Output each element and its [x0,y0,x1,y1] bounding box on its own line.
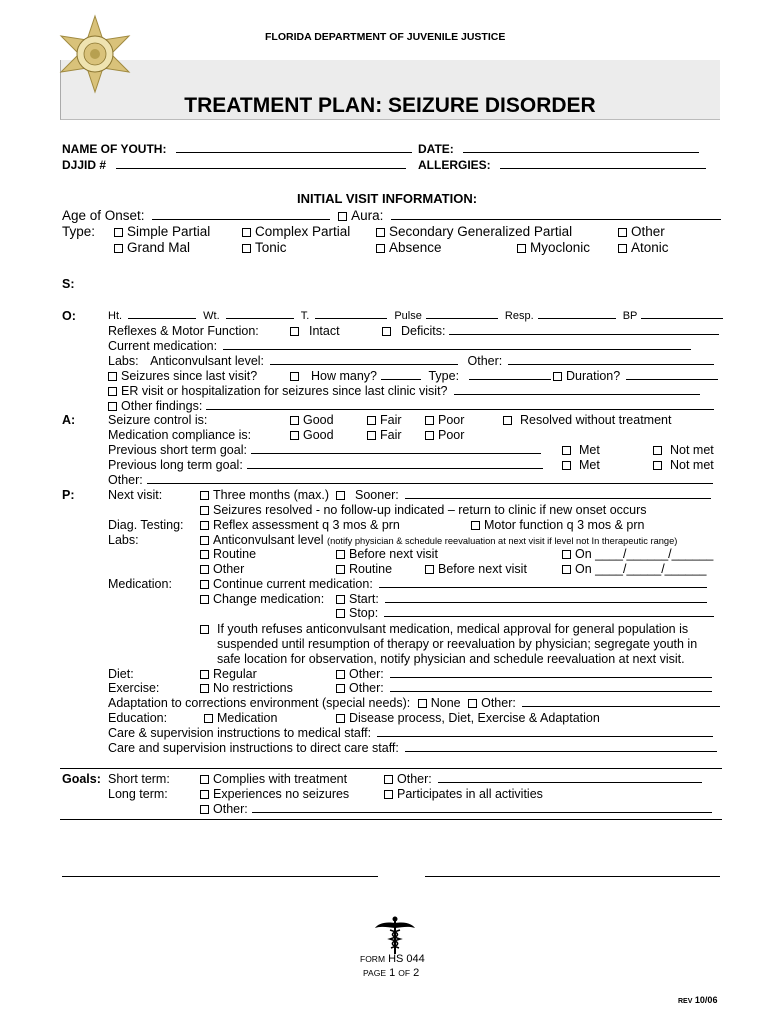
aura-checkbox[interactable] [338,212,347,221]
three-months-label: Three months (max.) [213,488,330,502]
labs-before-next-label: Before next visit [349,547,438,561]
labs-other-field[interactable] [508,355,714,365]
revision [678,995,717,1005]
sooner-option[interactable] [336,488,711,502]
temp-label: T. [300,310,310,322]
motor-function-option[interactable] [471,518,645,532]
secondary-generalized-checkbox[interactable] [376,228,385,237]
compliance-fair[interactable] [367,428,402,442]
compliance-good-label: Good [303,428,334,442]
duration-option[interactable] [553,369,718,383]
bp-field[interactable] [641,309,723,319]
deficits-field[interactable] [449,325,719,335]
control-good[interactable] [290,413,334,427]
secondary-generalized-label: Secondary Generalized Partial [389,224,573,239]
labs-on-label: On [575,547,592,561]
labs-other-on-date[interactable]: ____/_____/______ [595,562,707,576]
other-findings-checkbox[interactable] [108,402,117,411]
complex-partial-label: Complex Partial [255,224,351,239]
labs-routine-checkbox[interactable] [200,550,209,559]
short-goal-row [108,443,541,457]
diet-regular-option[interactable] [200,667,257,681]
type-secondary-generalized[interactable] [376,224,572,239]
compliance-label: Medication compliance is: [108,428,252,442]
edu-disease-option[interactable] [336,711,600,725]
long-goal-met[interactable] [562,458,600,472]
care-direct-label: Care and supervision instructions to direct care staff: [108,741,399,755]
diet-regular-label: Regular [213,667,257,681]
type-absence[interactable] [376,240,442,255]
labs-on-date[interactable]: ____/______/______ [595,547,714,561]
page-total: 2 [413,967,420,979]
exercise-other-option[interactable] [336,681,712,695]
anticonvulsant-checkbox[interactable] [200,536,209,545]
stop-label: Stop: [349,606,379,620]
continue-med-option[interactable] [200,577,707,591]
refuse-line-3: safe location for observation, notify physician and schedule reevaluation at next visit. [217,652,685,666]
adaptation-none-label: None [430,696,461,710]
form-num: HS 044 [388,953,425,965]
type-label: Type: [62,224,96,239]
reflexes-label: Reflexes & Motor Function: [108,324,259,338]
labs-other-before-next-checkbox[interactable] [425,565,434,574]
exercise-other-field[interactable] [390,682,712,692]
other-findings-field[interactable] [206,400,714,410]
allergies-row [418,158,706,172]
long-goal-row [108,458,543,472]
grand-mal-checkbox[interactable] [114,244,123,253]
er-visit-field[interactable] [454,385,700,395]
refuse-checkbox[interactable] [200,625,209,634]
short-not-met-label: Not met [670,443,714,457]
allergies-label: ALLERGIES: [418,158,491,172]
start-checkbox[interactable] [336,595,345,604]
duration-field[interactable] [626,370,718,380]
compliance-fair-checkbox[interactable] [367,431,376,440]
long-other-label: Other: [213,802,248,816]
change-med-label: Change medication: [213,592,325,606]
soap-s: S: [62,277,75,291]
date-field[interactable] [463,143,699,153]
type-grand-mal[interactable] [114,240,190,255]
labs-other-on-option[interactable] [562,562,706,576]
change-med-checkbox[interactable] [200,595,209,604]
vitals-row [108,309,723,322]
long-met-label: Met [579,458,600,472]
labs-before-next-checkbox[interactable] [336,550,345,559]
sooner-field[interactable] [405,489,711,499]
labs-other-routine-label: Routine [349,562,393,576]
seizures-resolved-checkbox[interactable] [200,506,209,515]
short-term-label: Short term: [108,772,170,786]
short-goal-field[interactable] [251,444,541,454]
labs-before-next-option[interactable] [336,547,438,561]
no-restrictions-option[interactable] [200,681,293,695]
short-goal-label: Previous short term goal: [108,443,247,457]
diet-label: Diet: [108,667,134,681]
labs-other-checkbox[interactable] [200,565,209,574]
no-seizures-label: Experiences no seizures [213,787,350,801]
diet-other-label: Other: [349,667,384,681]
labs-routine-label: Routine [213,547,257,561]
er-visit-option[interactable] [108,384,700,398]
edu-medication-label: Medication [217,711,278,725]
type-simple-partial[interactable] [114,224,210,239]
care-medical-field[interactable] [377,727,713,737]
exercise-label: Exercise: [108,681,160,695]
long-not-met-checkbox[interactable] [653,461,662,470]
compliance-good-checkbox[interactable] [290,431,299,440]
long-goal-not-met[interactable] [653,458,714,472]
continue-med-checkbox[interactable] [200,580,209,589]
three-months-checkbox[interactable] [200,491,209,500]
grand-mal-label: Grand Mal [127,240,191,255]
short-met-label: Met [579,443,600,457]
edu-disease-checkbox[interactable] [336,714,345,723]
temp-field[interactable] [315,309,387,319]
anticonvulsant-note: (notify physician & schedule reevaluation at next visit if level not In therapeutic range) [326,536,678,546]
duration-checkbox[interactable] [553,372,562,381]
labs-other-on-checkbox[interactable] [562,565,571,574]
exercise-other-label: Other: [349,681,384,695]
participates-option[interactable] [384,787,543,801]
refuse-line-1: If youth refuses anticonvulsant medication, medical approval for general population is [217,622,689,636]
allergies-field[interactable] [500,159,706,169]
start-field[interactable] [385,593,707,603]
next-visit-label: Next visit: [108,488,163,502]
control-fair-checkbox[interactable] [367,416,376,425]
current-medication-field[interactable] [223,340,691,350]
reflex-assessment-option[interactable] [200,518,400,532]
labs-other-option[interactable] [200,562,244,576]
myoclonic-label: Myoclonic [530,240,591,255]
deficits-checkbox[interactable] [382,327,391,336]
edu-medication-checkbox[interactable] [204,714,213,723]
reflex-assessment-label: Reflex assessment q 3 mos & prn [213,518,400,532]
care-medical-row [108,726,713,740]
aura-label: Aura: [351,208,384,223]
assessment-other-row [108,473,713,487]
wt-field[interactable] [226,309,294,319]
age-onset-row [62,208,721,223]
agency-seal [55,14,135,97]
labs-other-routine-option[interactable] [336,562,392,576]
pulse-field[interactable] [426,309,498,319]
seizure-type-label: Type: [428,369,460,383]
adaptation-label: Adaptation to corrections environment (special needs): [108,696,411,710]
how-many-option[interactable] [290,369,551,383]
tonic-label: Tonic [255,240,287,255]
tonic-checkbox[interactable] [242,244,251,253]
reflex-assessment-checkbox[interactable] [200,521,209,530]
age-onset-label: Age of Onset: [62,208,145,223]
resolved-label: Resolved without treatment [520,413,672,427]
assessment-other-field[interactable] [147,474,713,484]
intact-checkbox[interactable] [290,327,299,336]
stop-option[interactable] [336,606,714,620]
long-other-field[interactable] [252,803,712,813]
compliance-fair-label: Fair [380,428,402,442]
form-number [360,953,425,965]
long-other-checkbox[interactable] [200,805,209,814]
how-many-checkbox[interactable] [290,372,299,381]
simple-partial-label: Simple Partial [127,224,211,239]
seizure-type-field[interactable] [469,370,551,380]
control-good-label: Good [303,413,334,427]
control-resolved[interactable] [503,413,671,427]
long-goal-label: Previous long term goal: [108,458,243,472]
seizures-resolved-option[interactable] [200,503,647,517]
rev-date: 10/06 [694,995,718,1005]
aura-field[interactable] [391,210,721,220]
long-other-option[interactable] [200,802,712,816]
edu-medication-option[interactable] [204,711,277,725]
continue-med-label: Continue current medication: [213,577,373,591]
labs-label: Labs: [108,354,139,368]
atonic-checkbox[interactable] [618,244,627,253]
page-num: 1 [389,967,396,979]
rev-prefix: REV [678,998,693,1005]
caduceus-logo [373,915,417,958]
control-poor-label: Poor [438,413,465,427]
page-of: OF [398,968,411,978]
intact-label: Intact [309,324,340,338]
control-poor-checkbox[interactable] [425,416,434,425]
absence-checkbox[interactable] [376,244,385,253]
motor-function-label: Motor function q 3 mos & prn [484,518,645,532]
plan-labs-label: Labs: [108,533,139,547]
djjid-row [62,158,406,172]
seizures-since-label: Seizures since last visit? [121,369,258,383]
how-many-label: How many? [311,369,377,383]
labs-other-before-next-option[interactable] [425,562,527,576]
complies-checkbox[interactable] [200,775,209,784]
ht-field[interactable] [128,309,196,319]
date-row [418,142,699,156]
participates-checkbox[interactable] [384,790,393,799]
control-good-checkbox[interactable] [290,416,299,425]
pulse-label: Pulse [394,310,422,322]
edu-disease-label: Disease process, Diet, Exercise & Adaptation [349,711,600,725]
seizures-since-option[interactable] [108,369,257,383]
adaptation-other-label: Other: [481,696,516,710]
diet-other-field[interactable] [390,668,712,678]
short-not-met-checkbox[interactable] [653,446,662,455]
er-visit-label: ER visit or hospitalization for seizures since last clinic visit? [121,384,448,398]
ht-label: Ht. [108,310,123,322]
exercise-other-checkbox[interactable] [336,684,345,693]
short-goal-met[interactable] [562,443,600,457]
goals-other-field[interactable] [438,773,702,783]
page-title: TREATMENT PLAN: SEIZURE DISORDER [184,94,596,117]
signature-line-left[interactable] [62,876,378,877]
long-goal-field[interactable] [247,459,543,469]
seizures-resolved-label: Seizures resolved - no follow-up indicated – return to clinic if new onset occurs [213,503,647,517]
absence-label: Absence [389,240,442,255]
labs-other-routine-checkbox[interactable] [336,565,345,574]
date-label: DATE: [418,142,454,156]
name-label: NAME OF YOUTH: [62,142,167,156]
type-other[interactable] [618,224,665,239]
goals-other-option[interactable] [384,772,702,786]
care-direct-field[interactable] [405,742,717,752]
simple-partial-checkbox[interactable] [114,228,123,237]
type-complex-partial[interactable] [242,224,350,239]
agency-name: FLORIDA DEPARTMENT OF JUVENILE JUSTICE [265,31,506,43]
other-findings-option[interactable] [108,399,714,413]
no-seizures-option[interactable] [200,787,349,801]
soap-o: O: [62,309,76,323]
care-direct-row [108,741,717,755]
participates-label: Participates in all activities [397,787,543,801]
type-tonic[interactable] [242,240,287,255]
continue-med-field[interactable] [379,578,707,588]
other-type-label: Other [631,224,665,239]
diet-other-option[interactable] [336,667,712,681]
djjid-field[interactable] [116,159,406,169]
diet-other-checkbox[interactable] [336,670,345,679]
anticonvulsant-label: Anticonvulsant level [213,533,324,547]
no-restrictions-label: No restrictions [213,681,293,695]
name-field[interactable] [176,143,412,153]
soap-p: P: [62,488,75,502]
control-fair[interactable] [367,413,402,427]
deficits-option[interactable] [382,324,719,338]
intact-option[interactable] [290,324,340,338]
anticonvulsant-option[interactable] [200,533,677,547]
refuse-option[interactable] [200,622,688,636]
stop-checkbox[interactable] [336,609,345,618]
adaptation-other-field[interactable] [522,697,720,707]
current-medication-row [108,339,691,353]
goals-label: Goals: [62,772,101,786]
no-restrictions-checkbox[interactable] [200,684,209,693]
how-many-field[interactable] [381,370,421,380]
complies-option[interactable] [200,772,347,786]
form-prefix: FORM [360,954,386,964]
control-fair-label: Fair [380,413,402,427]
complies-label: Complies with treatment [213,772,348,786]
labs-other-plan-label: Other [213,562,245,576]
control-poor[interactable] [425,413,464,427]
signature-line-right[interactable] [425,876,720,877]
initial-visit-heading: INITIAL VISIT INFORMATION: [297,191,478,206]
complex-partial-checkbox[interactable] [242,228,251,237]
page-number [363,967,419,979]
er-visit-checkbox[interactable] [108,387,117,396]
other-findings-label: Other findings: [121,399,203,413]
name-of-youth-row [62,142,412,156]
short-goal-not-met[interactable] [653,443,714,457]
resolved-checkbox[interactable] [503,416,512,425]
sooner-label: Sooner: [355,488,399,502]
change-med-option[interactable] [200,592,324,606]
stop-field[interactable] [384,607,714,617]
long-not-met-label: Not met [670,458,714,472]
wt-label: Wt. [203,310,220,322]
no-seizures-checkbox[interactable] [200,790,209,799]
adaptation-none-checkbox[interactable] [418,699,427,708]
seizures-since-checkbox[interactable] [108,372,117,381]
compliance-good[interactable] [290,428,334,442]
star-badge-icon [55,14,135,94]
labs-on-option[interactable] [562,547,713,561]
assessment-other-label: Other: [108,473,143,487]
refuse-line-2: suspended until resumption of therapy or reevaluation by physician; segregate youth in [217,637,698,651]
labs-other-before-next-label: Before next visit [438,562,527,576]
motor-function-checkbox[interactable] [471,521,480,530]
other-type-checkbox[interactable] [618,228,627,237]
compliance-poor-label: Poor [438,428,465,442]
sooner-checkbox[interactable] [336,491,345,500]
seizure-control-label: Seizure control is: [108,413,208,427]
labs-routine-option[interactable] [200,547,256,561]
care-medical-label: Care & supervision instructions to medical staff: [108,726,372,740]
myoclonic-checkbox[interactable] [517,244,526,253]
type-atonic[interactable] [618,240,669,255]
caduceus-icon [373,915,417,955]
three-months-option[interactable] [200,488,329,502]
diet-regular-checkbox[interactable] [200,670,209,679]
short-met-checkbox[interactable] [562,446,571,455]
start-option[interactable] [336,592,707,606]
start-label: Start: [349,592,379,606]
type-myoclonic[interactable] [517,240,590,255]
compliance-poor[interactable] [425,428,464,442]
resp-field[interactable] [538,309,616,319]
adaptation-other-checkbox[interactable] [468,699,477,708]
age-onset-field[interactable] [152,210,330,220]
education-label: Education: [108,711,168,725]
long-term-label: Long term: [108,787,168,801]
anticonvulsant-level-field[interactable] [270,355,458,365]
long-met-checkbox[interactable] [562,461,571,470]
anticonvulsant-level-label: Anticonvulsant level: [150,354,265,368]
adaptation-row [108,696,720,710]
goals-other-checkbox[interactable] [384,775,393,784]
atonic-label: Atonic [631,240,669,255]
labs-on-checkbox[interactable] [562,550,571,559]
current-medication-label: Current medication: [108,339,218,353]
compliance-poor-checkbox[interactable] [425,431,434,440]
resp-label: Resp. [504,310,534,322]
labs-other-label: Other: [467,354,503,368]
goals-other-label: Other: [397,772,432,786]
deficits-label: Deficits: [401,324,446,338]
labs-row [108,354,714,368]
bp-label: BP [622,310,638,322]
djjid-label: DJJID # [62,158,107,172]
soap-a: A: [62,413,76,427]
labs-other-on-label: On [575,562,592,576]
medication-label: Medication: [108,577,172,591]
duration-label: Duration? [566,369,621,383]
page-prefix: PAGE [363,968,386,978]
diag-testing-label: Diag. Testing: [108,518,184,532]
